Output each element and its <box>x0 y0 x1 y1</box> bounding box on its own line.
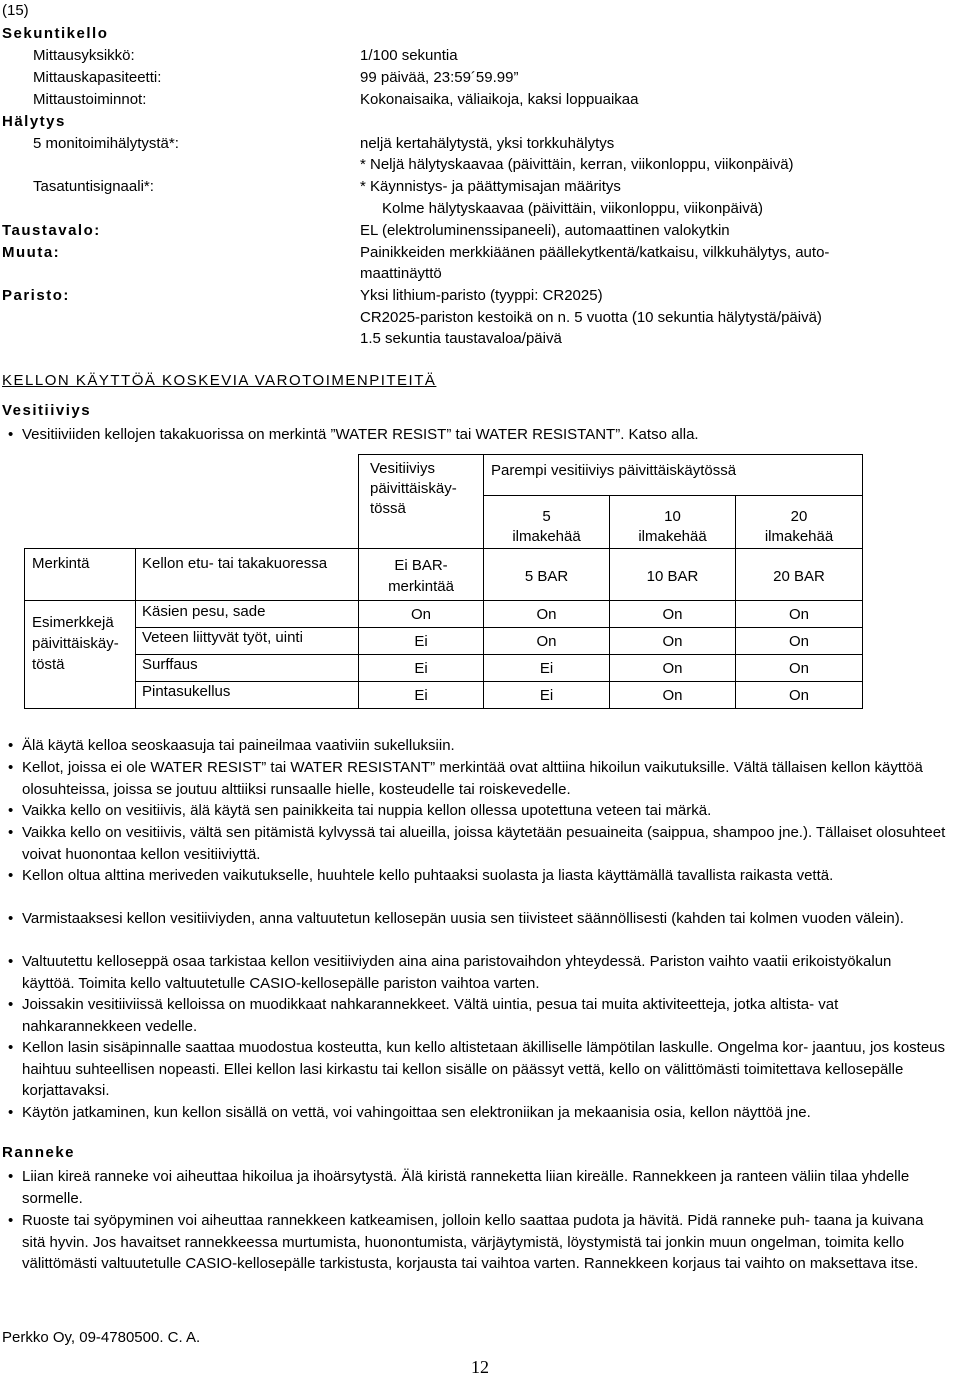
spec-value: Kokonaisaika, väliaikoja, kaksi loppuaikaa <box>360 91 639 108</box>
list-item <box>8 908 948 930</box>
table-mark-label: Merkintä <box>32 555 90 572</box>
list-item <box>8 951 948 994</box>
table-activity: Pintasukellus <box>142 683 231 700</box>
footer-contact: Perkko Oy, 09-4780500. C. A. <box>2 1329 201 1346</box>
list-item-text: Ruoste tai syöpyminen voi aiheuttaa rannekkeen katkeamisen, jolloin kello saattaa pudota ja hävitä. Pidä ranneke puh- taana ja kuivana sitä hyvin. Jos havaitset rannekkeessa murtumista, huonontumista, värjäytymistä, löystymistä tai jonkin muun ongelman, toimita kello välittömästi valtuutetulle CASIO-kellosepälle tarkistusta, korjausta tai vaihtoa varten. Rannekkeen korjaus tai vaihto on maksettava itse. <box>22 1212 924 1273</box>
list-item <box>8 822 948 865</box>
spec-label: Mittauskapasiteetti: <box>33 69 162 86</box>
list-item <box>8 1210 948 1275</box>
alarm-heading: Hälytys <box>2 113 66 130</box>
list-item <box>8 1102 948 1124</box>
table-cell: On <box>788 687 809 704</box>
bullet-dot: • <box>8 910 14 927</box>
table-cell: On <box>662 687 683 704</box>
bullet-dot: • <box>8 867 14 884</box>
list-item-text: Kellon oltua alttina meriveden vaikutukselle, huuhtele kello puhtaaksi suolasta ja liasta käyttämällä tavallista raikasta vettä. <box>22 867 834 884</box>
table-cell: On <box>662 606 683 623</box>
table-cell: 20 BAR <box>773 568 825 585</box>
bullet-dot: • <box>8 996 14 1013</box>
table-header-depth: 20 <box>790 508 808 525</box>
spec-value: neljä kertahälytystä, yksi torkkuhälytys <box>360 135 615 152</box>
table-examples-label: päivittäiskäy- <box>32 635 119 652</box>
list-item-text: Valtuutettu kelloseppä osaa tarkistaa kellon vesitiiviyden aina aina paristovaihdon yhteydessä. Pariston vaihto vaatii erikoistyökalun käyttöä. Toimita kello valtuutetulle CASIO-kellosepälle pariston vaihtoa varten. <box>22 953 892 992</box>
table-mark-location: Kellon etu- tai takakuoressa <box>142 555 328 572</box>
table-cell: Ei <box>414 687 428 704</box>
table-cell: Ei <box>539 660 554 677</box>
table-header-depth: ilmakehää <box>764 528 834 545</box>
spec-value: EL (elektroluminenssipaneeli), automaattinen valokytkin <box>360 222 730 239</box>
bullet-dot: • <box>8 1212 14 1229</box>
table-cell: On <box>410 606 431 623</box>
list-item <box>8 424 948 446</box>
table-cell: On <box>788 660 809 677</box>
table-examples-label: Esimerkkejä <box>32 614 114 631</box>
table-cell: merkintää <box>388 578 454 595</box>
bullet-dot: • <box>8 759 14 776</box>
bullet-dot: • <box>8 1039 14 1056</box>
bullet-dot: • <box>8 1104 14 1121</box>
table-cell: On <box>788 633 809 650</box>
table-cell: On <box>662 633 683 650</box>
table-header-daily: Vesitiiviys <box>370 460 436 477</box>
list-item-text: Kellot, joissa ei ole WATER RESIST” tai WATER RESISTANT” merkintää ovat alttiina hikoilun vaikutuksille. Vältä tällaisen kellon käyttöä olosuhteissa, joissa se joutuu alttiiksi runsaalle hielle, kosteudelle tai roiskevedelle. <box>22 759 923 798</box>
table-cell: On <box>536 633 557 650</box>
list-item <box>8 994 948 1037</box>
table-examples-label: töstä <box>32 656 65 673</box>
table-header-daily: päivittäiskäy- <box>370 480 457 497</box>
list-item <box>8 757 948 800</box>
list-item-text: Käytön jatkaminen, kun kellon sisällä on vettä, voi vahingoittaa sen elektroniikan ja mekaanisia osia, kellon näyttöä jne. <box>22 1104 811 1121</box>
spec-value: Yksi lithium-paristo (tyyppi: CR2025) <box>360 287 603 304</box>
water-intro: Vesitiiviiden kellojen takakuorissa on merkintä ”WATER RESIST” tai WATER RESISTANT”. Katso alla. <box>22 426 699 443</box>
table-header-depth: 10 <box>664 508 681 525</box>
spec-value: 99 päivää, 23:59´59.99” <box>360 69 519 86</box>
list-item-text: Liian kireä ranneke voi aiheuttaa hikoilua ja ihoärsytystä. Älä kiristä ranneketta liian kireälle. Rannekkeen ja ranteen väliin tilaa yhdelle sormelle. <box>22 1168 910 1207</box>
spec-note: Kolme hälytyskaavaa (päivittäin, viikonloppu, viikonpäivä) <box>382 200 764 217</box>
spec-label: Mittaustoiminnot: <box>33 91 147 108</box>
spec-value: 1/100 sekuntia <box>360 47 458 64</box>
table-header-daily: tössä <box>370 500 406 517</box>
spec-label: 5 monitoimihälytystä*: <box>33 135 179 152</box>
table-header-better: Parempi vesitiiviys päivittäiskäytössä <box>491 462 737 479</box>
list-item <box>8 1037 948 1102</box>
table-cell: Ei BAR- <box>394 557 448 574</box>
precautions-heading: KELLON KÄYTTÖÄ KOSKEVIA VAROTOIMENPITEITÄ <box>2 372 437 389</box>
table-cell: On <box>788 606 809 623</box>
list-item-text: Joissakin vesitiiviissä kelloissa on muodikkaat nahkarannekkeet. Vältä uintia, pesua tai muita aktiviteetteja, jotka altista- vat nahkarannekkeen vedelle. <box>22 996 839 1035</box>
table-cell: Ei <box>414 660 428 677</box>
spec-value: * Käynnistys- ja päättymisajan määritys <box>360 178 621 195</box>
list-item <box>8 735 948 757</box>
water-heading: Vesitiiviys <box>2 402 92 419</box>
stopwatch-heading: Sekuntikello <box>2 25 109 42</box>
list-item-text: Älä käytä kelloa seoskaasuja tai paineilmaa vaativiin sukelluksiin. <box>22 737 455 754</box>
bullet-dot: • <box>8 1168 14 1185</box>
backlight-heading: Taustavalo: <box>2 222 101 239</box>
bullet-dot: • <box>8 953 14 970</box>
spec-value: 1.5 sekuntia taustavaloa/päivä <box>360 330 562 347</box>
table-header-depth: 5 <box>542 508 551 525</box>
table-activity: Surffaus <box>142 656 198 673</box>
table-cell: 10 BAR <box>646 568 699 585</box>
bullet-dot: • <box>8 802 14 819</box>
table-cell: 5 BAR <box>524 568 569 585</box>
table-cell: Ei <box>539 687 554 704</box>
spec-label: Mittausyksikkö: <box>33 47 135 64</box>
spec-note: * Neljä hälytyskaavaa (päivittäin, kerran, viikonloppu, viikonpäivä) <box>360 156 794 173</box>
list-item-text: Kellon lasin sisäpinnalle saattaa muodostua kosteutta, kun kello altistetaan äkilliselle lämpötilan laskulle. Ongelma kor- jaantuu, jos kosteus haihtuu suhteellisen nopeasti. Ellei kellon lasi kirkastu tai kellon sisälle on päässyt vettä, kello on välittömästi toimitettava kellosepälle korjattavaksi. <box>22 1039 946 1100</box>
bullet-dot: • <box>8 737 14 754</box>
section-number: (15) <box>2 2 29 19</box>
page-number: 12 <box>471 1357 489 1377</box>
list-item-text: Varmistaaksesi kellon vesitiiviyden, anna valtuutetun kellosepän uusia sen tiivisteet säännöllisesti (kahden tai kolmen vuoden välein). <box>22 910 904 927</box>
list-item-text: Vaikka kello on vesitiivis, vältä sen pitämistä kylvyssä tai alueilla, joissa käytetään pesuaineita (saippua, shampoo jne.). Tällaiset olosuhteet voivat huonontaa kellon vesitiiviyttä. <box>22 824 946 863</box>
bullet-dot: • <box>8 426 14 443</box>
bullet-dot: • <box>8 824 14 841</box>
list-item <box>8 865 948 887</box>
strap-heading: Ranneke <box>2 1144 76 1161</box>
spec-label: Tasatuntisignaali*: <box>33 178 154 195</box>
spec-value: Painikkeiden merkkiäänen päällekytkentä/katkaisu, vilkkuhälytys, auto- <box>360 244 830 261</box>
list-item <box>8 800 948 822</box>
table-header-depth: ilmakehää <box>638 528 707 545</box>
table-activity: Veteen liittyvät työt, uinti <box>142 629 303 646</box>
table-cell: On <box>662 660 683 677</box>
list-item-text: Vaikka kello on vesitiivis, älä käytä sen painikkeita tai nuppia kellon ollessa upotettuna veteen tai märkä. <box>22 802 712 819</box>
list-item <box>8 1166 948 1209</box>
table-activity: Käsien pesu, sade <box>142 603 266 620</box>
misc-heading: Muuta: <box>2 244 61 261</box>
table-cell: On <box>536 606 557 623</box>
battery-heading: Paristo: <box>2 287 70 304</box>
table-header-depth: ilmakehää <box>512 528 581 545</box>
spec-value: CR2025-pariston kestoikä on n. 5 vuotta (10 sekuntia hälytystä/päivä) <box>360 309 822 326</box>
table-cell: Ei <box>414 633 428 650</box>
spec-value: maattinäyttö <box>360 265 442 282</box>
